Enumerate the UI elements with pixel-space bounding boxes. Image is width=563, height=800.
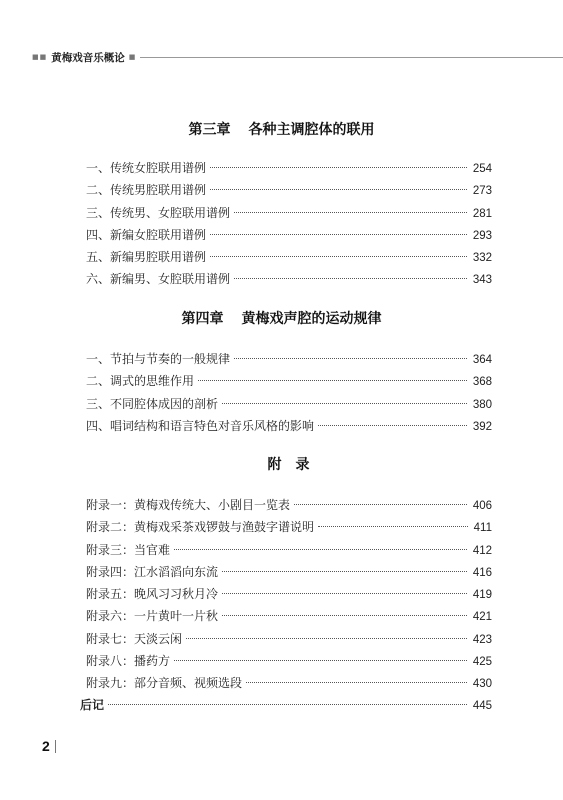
toc-entry-title: 附录八：播药方 (86, 654, 171, 669)
toc-entry[interactable] (86, 539, 492, 561)
dot-leader (222, 403, 467, 404)
toc-entry-title: 附录四：江水滔滔向东流 (86, 564, 219, 579)
toc-entry[interactable] (86, 415, 492, 437)
dot-leader (318, 526, 468, 527)
dot-leader (210, 256, 467, 257)
toc-entry-page: 421 (472, 611, 492, 624)
toc-entry[interactable] (86, 494, 492, 516)
toc-entry-page: 430 (472, 678, 492, 691)
dot-leader (174, 660, 467, 661)
toc-entry-title: 二、传统男腔联用谱例 (86, 183, 207, 198)
chapter-4-toc (86, 348, 492, 437)
toc-entry[interactable] (86, 672, 492, 694)
running-header-title: 黄梅戏音乐概论 (51, 51, 125, 64)
dot-leader (198, 380, 467, 381)
header-rule (140, 57, 563, 58)
toc-entry-page: 380 (472, 398, 492, 411)
toc-entry-afterword[interactable] (80, 694, 492, 716)
toc-entry-page: 343 (472, 274, 492, 287)
toc-entry-page: 412 (472, 544, 492, 557)
dot-leader (108, 704, 467, 705)
toc-entry[interactable] (86, 246, 492, 268)
afterword-toc (80, 694, 492, 716)
toc-entry-title: 附录二：黄梅戏采茶戏锣鼓与渔鼓字谱说明 (86, 520, 315, 535)
dot-leader (318, 425, 467, 426)
dot-leader (210, 189, 467, 190)
dot-leader (234, 278, 467, 279)
toc-entry[interactable] (86, 202, 492, 224)
toc-entry-title: 五、新编男腔联用谱例 (86, 250, 207, 265)
dot-leader (234, 212, 467, 213)
toc-entry-title: 一、节拍与节奏的一般规律 (86, 352, 231, 366)
toc-entry-page: 273 (472, 185, 492, 198)
running-header (32, 50, 563, 64)
header-ornament: ■■ (32, 53, 48, 61)
toc-entry-title: 附录五：晚风习习秋月冷 (86, 587, 219, 602)
toc-entry-title: 四、唱词结构和语言特色对音乐风格的影响 (86, 418, 315, 433)
toc-entry[interactable] (86, 370, 492, 392)
dot-leader (222, 615, 467, 616)
toc-entry-page: 254 (472, 163, 492, 175)
toc-entry-title: 附录三：当官难 (86, 542, 171, 557)
appendix-heading: 附录 (267, 457, 324, 473)
chapter-3-title: 各种主调腔体的联用 (248, 122, 375, 138)
dot-leader (222, 593, 467, 594)
toc-entry[interactable] (86, 516, 492, 538)
toc-entry-title: 三、不同腔体成因的剖析 (86, 396, 219, 411)
toc-entry[interactable] (86, 650, 492, 672)
dot-leader (234, 358, 467, 359)
toc-entry-title: 附录七：天淡云闲 (86, 631, 183, 646)
toc-entry-page: 411 (473, 522, 492, 535)
toc-entry-title: 附录九：部分音频、视频选段 (86, 676, 243, 691)
toc-entry[interactable] (86, 348, 492, 370)
page-number: 2 (42, 738, 50, 754)
dot-leader (210, 234, 467, 235)
toc-entry-page: 406 (472, 500, 492, 512)
chapter-4-number: 第四章 (181, 311, 224, 327)
header-ornament-end: ■ (128, 53, 137, 61)
toc-entry[interactable] (86, 268, 492, 290)
toc-entry[interactable] (86, 628, 492, 650)
toc-entry[interactable] (86, 583, 492, 605)
toc-entry-page: 281 (472, 207, 492, 220)
toc-entry-page: 332 (472, 252, 492, 265)
toc-entry-page: 368 (472, 376, 492, 389)
dot-leader (222, 571, 467, 572)
toc-entry[interactable] (86, 393, 492, 415)
afterword-page: 445 (472, 700, 492, 712)
dot-leader (294, 504, 467, 505)
chapter-3-toc (86, 157, 492, 291)
toc-entry-title: 四、新编女腔联用谱例 (86, 227, 207, 242)
afterword-title: 后记 (80, 698, 105, 712)
page-folio (42, 738, 56, 754)
dot-leader (186, 638, 467, 639)
dot-leader (210, 167, 467, 168)
toc-entry-page: 293 (472, 229, 492, 242)
chapter-3-heading (0, 119, 563, 139)
chapter-4-heading (0, 308, 563, 328)
toc-entry-title: 六、新编男、女腔联用谱例 (86, 272, 231, 287)
dot-leader (246, 682, 467, 683)
toc-entry-title: 三、传统男、女腔联用谱例 (86, 205, 231, 220)
toc-entry-page: 419 (472, 589, 492, 602)
folio-divider (55, 740, 56, 753)
toc-entry-title: 附录六：一片黄叶一片秋 (86, 609, 219, 624)
toc-entry-title: 附录一：黄梅戏传统大、小剧目一览表 (86, 498, 291, 512)
toc-entry-page: 416 (472, 566, 492, 579)
toc-entry[interactable] (86, 157, 492, 179)
chapter-4-title: 黄梅戏声腔的运动规律 (241, 311, 382, 327)
toc-entry[interactable] (86, 179, 492, 201)
toc-entry[interactable] (86, 561, 492, 583)
dot-leader (174, 549, 467, 550)
chapter-3-number: 第三章 (188, 122, 231, 138)
toc-entry[interactable] (86, 224, 492, 246)
toc-entry[interactable] (86, 605, 492, 627)
toc-entry-page: 364 (472, 354, 492, 366)
toc-entry-title: 二、调式的思维作用 (86, 374, 195, 389)
toc-entry-title: 一、传统女腔联用谱例 (86, 161, 207, 175)
toc-entry-page: 392 (472, 420, 492, 433)
toc-entry-page: 425 (472, 656, 492, 669)
appendix-toc (86, 494, 492, 695)
toc-entry-page: 423 (472, 633, 492, 646)
